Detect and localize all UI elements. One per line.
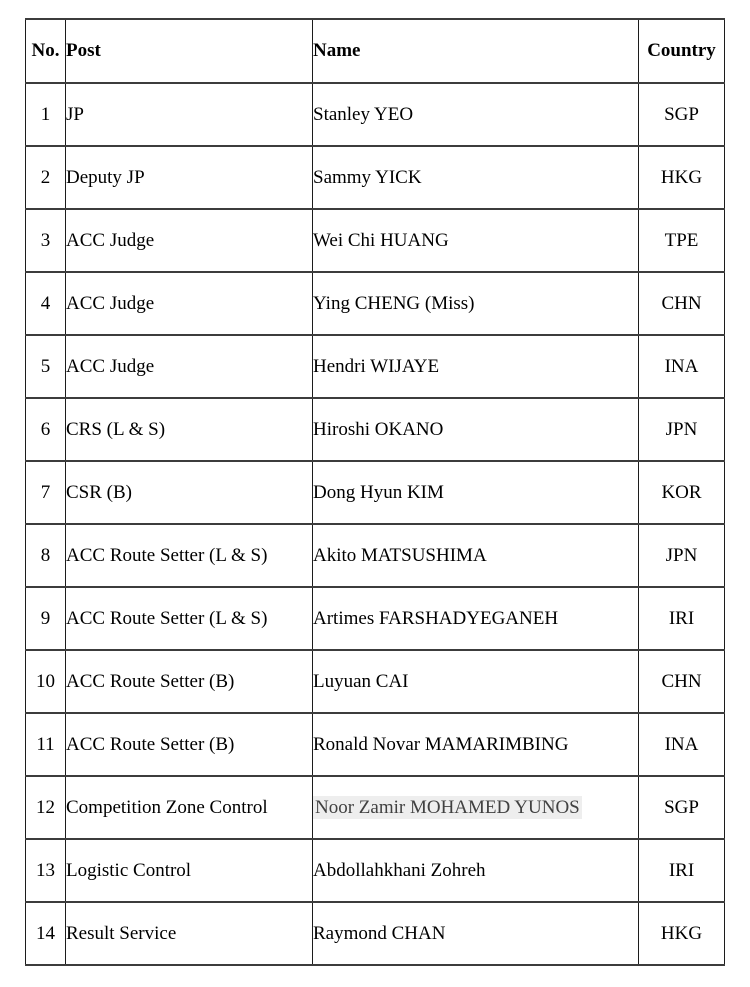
cell-post: Competition Zone Control	[66, 776, 313, 839]
cell-name	[313, 524, 639, 587]
cell-country: CHN	[639, 272, 725, 335]
cell-country: TPE	[639, 209, 725, 272]
table-row	[26, 398, 725, 461]
table-row	[26, 335, 725, 398]
name-text: Wei Chi HUANG	[313, 229, 449, 251]
name-text: Artimes FARSHADYEGANEH	[313, 607, 559, 629]
table-row	[26, 461, 725, 524]
cell-country: CHN	[639, 650, 725, 713]
cell-post: ACC Route Setter (B)	[66, 713, 313, 776]
cell-name	[313, 209, 639, 272]
cell-country: JPN	[639, 524, 725, 587]
cell-no: 9	[26, 587, 66, 650]
table-row	[26, 146, 725, 209]
header-country: Country	[639, 19, 725, 83]
cell-post: CRS (L & S)	[66, 398, 313, 461]
table-row	[26, 713, 725, 776]
table-header-row	[26, 19, 725, 83]
table-body	[26, 83, 725, 965]
cell-post: ACC Route Setter (L & S)	[66, 524, 313, 587]
cell-no: 3	[26, 209, 66, 272]
name-text: Luyuan CAI	[313, 670, 409, 692]
cell-name	[313, 776, 639, 839]
cell-country: HKG	[639, 902, 725, 965]
table-row	[26, 524, 725, 587]
cell-post: CSR (B)	[66, 461, 313, 524]
cell-name	[313, 272, 639, 335]
name-text: Hendri WIJAYE	[313, 355, 440, 377]
cell-post: Deputy JP	[66, 146, 313, 209]
table-row	[26, 587, 725, 650]
cell-name	[313, 335, 639, 398]
name-text: Raymond CHAN	[313, 922, 446, 944]
header-post: Post	[66, 19, 313, 83]
table-row	[26, 902, 725, 965]
cell-country: IRI	[639, 839, 725, 902]
table-row	[26, 839, 725, 902]
cell-country: JPN	[639, 398, 725, 461]
name-text: Hiroshi OKANO	[313, 418, 444, 440]
cell-name	[313, 83, 639, 146]
name-text: Ronald Novar MAMARIMBING	[313, 733, 569, 755]
cell-name	[313, 461, 639, 524]
cell-name	[313, 650, 639, 713]
table-row	[26, 83, 725, 146]
cell-no: 12	[26, 776, 66, 839]
cell-no: 10	[26, 650, 66, 713]
cell-post: Logistic Control	[66, 839, 313, 902]
name-text: Stanley YEO	[313, 103, 414, 125]
cell-name	[313, 713, 639, 776]
cell-name	[313, 839, 639, 902]
cell-post: JP	[66, 83, 313, 146]
cell-no: 4	[26, 272, 66, 335]
name-text: Dong Hyun KIM	[313, 481, 444, 503]
cell-post: ACC Route Setter (L & S)	[66, 587, 313, 650]
cell-name	[313, 146, 639, 209]
header-no: No.	[26, 19, 66, 83]
cell-country: SGP	[639, 776, 725, 839]
cell-no: 5	[26, 335, 66, 398]
table-row	[26, 272, 725, 335]
cell-post: ACC Judge	[66, 209, 313, 272]
table-row	[26, 209, 725, 272]
cell-post: ACC Judge	[66, 335, 313, 398]
cell-no: 6	[26, 398, 66, 461]
name-text-highlighted: Noor Zamir MOHAMED YUNOS	[315, 796, 580, 818]
cell-country: INA	[639, 713, 725, 776]
cell-country: HKG	[639, 146, 725, 209]
header-name: Name	[313, 19, 639, 83]
name-text: Akito MATSUSHIMA	[313, 544, 487, 566]
name-text: Sammy YICK	[313, 166, 422, 188]
cell-name	[313, 587, 639, 650]
cell-country: SGP	[639, 83, 725, 146]
cell-country: IRI	[639, 587, 725, 650]
name-text: Ying CHENG (Miss)	[313, 292, 475, 314]
table-row	[26, 650, 725, 713]
cell-no: 11	[26, 713, 66, 776]
officials-table	[25, 18, 725, 966]
cell-post: ACC Judge	[66, 272, 313, 335]
table-row	[26, 776, 725, 839]
cell-no: 8	[26, 524, 66, 587]
cell-no: 13	[26, 839, 66, 902]
cell-name	[313, 398, 639, 461]
name-text: Abdollahkhani Zohreh	[313, 859, 486, 881]
cell-no: 1	[26, 83, 66, 146]
cell-no: 7	[26, 461, 66, 524]
cell-country: KOR	[639, 461, 725, 524]
cell-no: 14	[26, 902, 66, 965]
cell-no: 2	[26, 146, 66, 209]
cell-post: ACC Route Setter (B)	[66, 650, 313, 713]
cell-post: Result Service	[66, 902, 313, 965]
cell-country: INA	[639, 335, 725, 398]
cell-name	[313, 902, 639, 965]
